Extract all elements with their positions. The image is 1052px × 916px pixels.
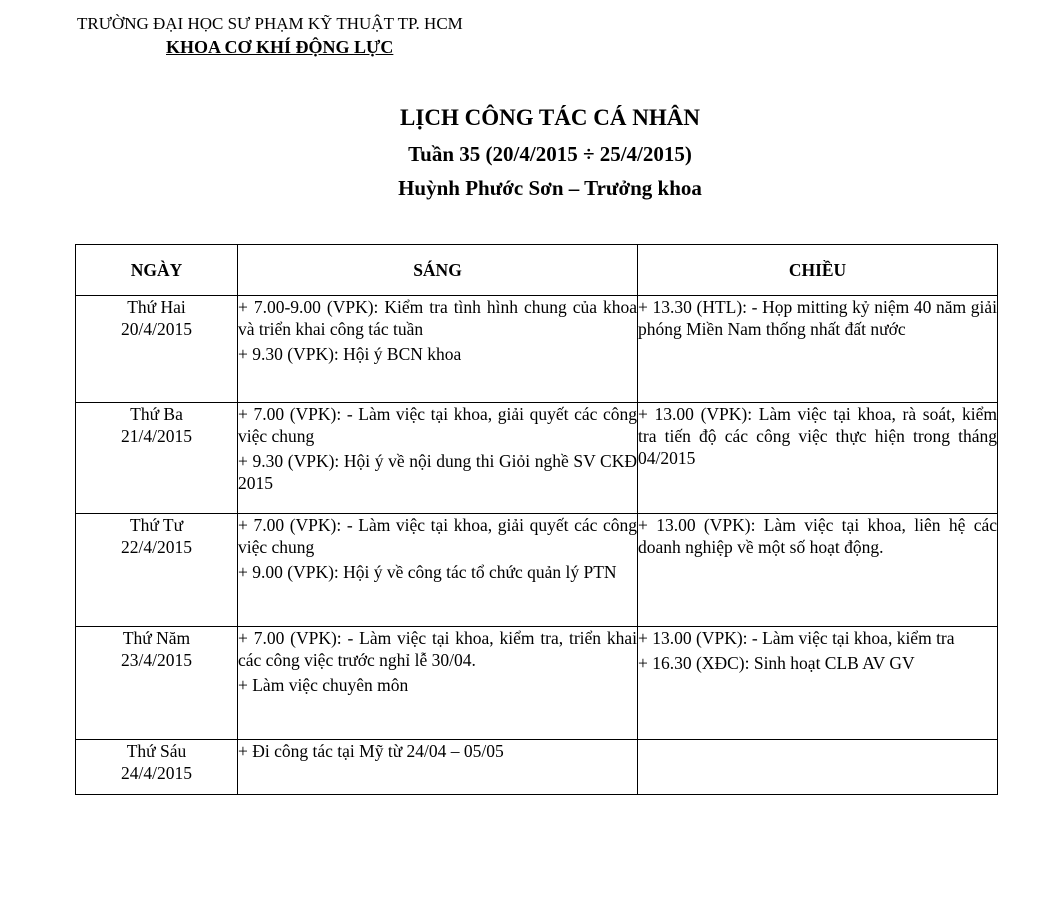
weekday-label: Thứ Năm [122,628,191,648]
week-range: Tuần 35 (20/4/2015 ÷ 25/4/2015) [408,142,692,166]
schedule-entry: + 9.30 (VPK): Hội ý BCN khoa [238,344,462,364]
schedule-entry: + 16.30 (XĐC): Sinh hoạt CLB AV GV [638,653,915,673]
schedule-entry: + 13.00 (VPK): - Làm việc tại khoa, kiểm tra [638,628,955,648]
date-label: 24/4/2015 [121,763,192,783]
table-header-row [76,245,998,296]
weekday-label: Thứ Ba [130,404,183,424]
morning-cell [238,627,638,740]
day-cell [76,403,238,514]
date-label: 21/4/2015 [121,426,192,446]
column-header-morning: SÁNG [238,245,638,296]
morning-cell [238,296,638,403]
schedule-entry: + 7.00 (VPK): - Làm việc tại khoa, giải quyết các công việc chung [238,515,637,557]
morning-cell [238,514,638,627]
afternoon-cell [638,403,998,514]
afternoon-cell [638,514,998,627]
table-row [76,296,998,403]
day-cell [76,627,238,740]
table-row [76,403,998,514]
table-row [76,740,998,795]
schedule-entry: + 13.30 (HTL): - Họp mitting kỷ niệm 40 năm giải phóng Miền Nam thống nhất đất nước [638,297,997,339]
morning-cell [238,403,638,514]
document-title: LỊCH CÔNG TÁC CÁ NHÂN [400,105,700,130]
schedule-entry: + 9.00 (VPK): Hội ý về công tác tổ chức quản lý PTN [238,562,617,582]
person-name-role: Huỳnh Phước Sơn – Trưởng khoa [398,176,702,200]
date-label: 20/4/2015 [121,319,192,339]
column-header-afternoon: CHIỀU [638,245,998,296]
schedule-entry: + 13.00 (VPK): Làm việc tại khoa, rà soát, kiểm tra tiến độ các công việc thực hiện trong tháng 04/2015 [638,404,997,468]
schedule-table [75,244,998,795]
afternoon-cell [638,740,998,795]
schedule-entry: + 7.00-9.00 (VPK): Kiểm tra tình hình chung của khoa và triển khai công tác tuần [238,297,637,339]
date-label: 23/4/2015 [121,650,192,670]
column-header-day: NGÀY [76,245,238,296]
morning-cell [238,740,638,795]
day-cell [76,514,238,627]
afternoon-cell [638,627,998,740]
weekday-label: Thứ Sáu [126,741,187,761]
afternoon-cell [638,296,998,403]
schedule-entry: + 7.00 (VPK): - Làm việc tại khoa, giải quyết các công việc chung [238,404,637,446]
weekday-label: Thứ Hai [127,297,186,317]
schedule-entry: + Làm việc chuyên môn [238,675,409,695]
schedule-entry: + Đi công tác tại Mỹ từ 24/04 – 05/05 [238,741,504,761]
day-cell [76,740,238,795]
table-row [76,514,998,627]
schedule-entry: + 13.00 (VPK): Làm việc tại khoa, liên hệ các doanh nghiệp về một số hoạt động. [638,515,997,557]
schedule-entry: + 7.00 (VPK): - Làm việc tại khoa, kiểm tra, triển khai các công việc trước nghỉ lễ 30/04. [238,628,637,670]
university-name: TRƯỜNG ĐẠI HỌC SƯ PHẠM KỸ THUẬT TP. HCM [77,14,463,33]
table-row [76,627,998,740]
schedule-entry: + 9.30 (VPK): Hội ý về nội dung thi Giỏi nghề SV CKĐ 2015 [238,451,637,493]
weekday-label: Thứ Tư [129,515,184,535]
faculty-name: KHOA CƠ KHÍ ĐỘNG LỰC [166,37,394,57]
date-label: 22/4/2015 [121,537,192,557]
day-cell [76,296,238,403]
